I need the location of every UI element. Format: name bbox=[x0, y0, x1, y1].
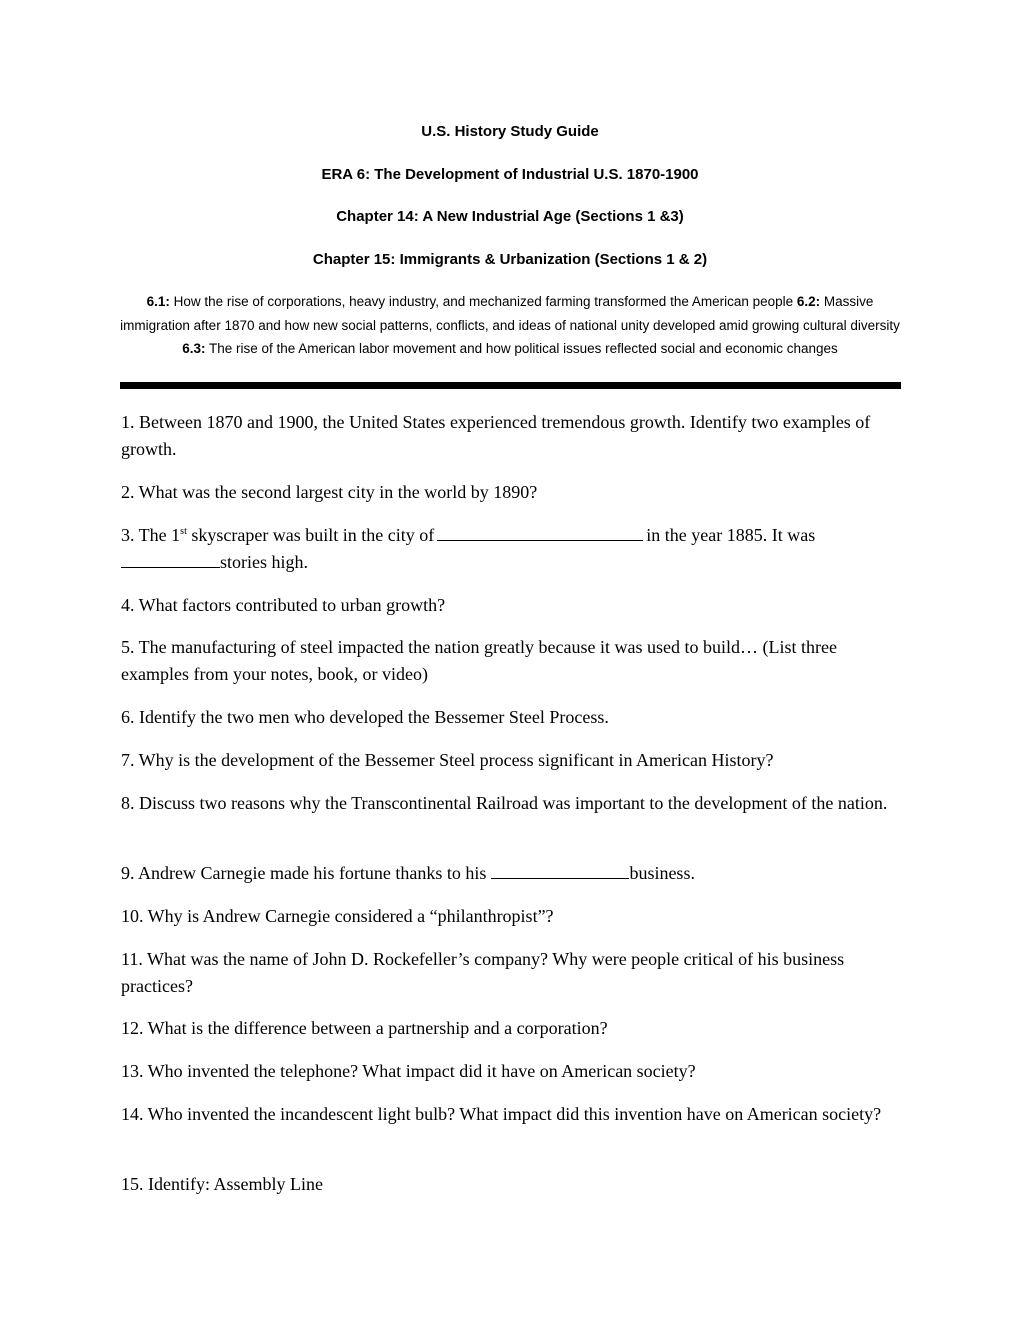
city-answer-blank[interactable] bbox=[437, 525, 643, 541]
document-title: U.S. History Study Guide bbox=[421, 123, 599, 140]
question-15: 15. Identify: Assembly Line bbox=[121, 1174, 323, 1194]
question-7: 7. Why is the development of the Bessemer Steel process significant in American History? bbox=[121, 750, 774, 770]
standard-6-3-label: 6.3: bbox=[182, 341, 206, 356]
question-3-end: stories high. bbox=[220, 551, 308, 572]
question-13: 13. Who invented the telephone? What impact did it have on American society? bbox=[121, 1061, 696, 1081]
question-3-superscript: st bbox=[180, 526, 187, 537]
section-divider bbox=[120, 382, 901, 389]
question-2: 2. What was the second largest city in the world by 1890? bbox=[121, 482, 538, 502]
question-12: 12. What is the difference between a partnership and a corporation? bbox=[121, 1018, 608, 1038]
question-3-middle: skyscraper was built in the city of bbox=[186, 525, 435, 545]
question-8: 8. Discuss two reasons why the Transcontinental Railroad was important to the development of the nation. bbox=[121, 793, 888, 813]
chapter-15-heading: Chapter 15: Immigrants & Urbanization (Sections 1 & 2) bbox=[312, 251, 708, 268]
question-9 bbox=[121, 860, 901, 887]
question-3-after-blank: in the year 1885. It was bbox=[646, 525, 816, 545]
question-14: 14. Who invented the incandescent light bulb? What impact did this invention have on American society? bbox=[121, 1104, 882, 1124]
question-5: 5. The manufacturing of steel impacted the nation greatly because it was used to build… (List three examples from your notes, book, or video) bbox=[121, 637, 837, 684]
question-9-prefix: 9. Andrew Carnegie made his fortune thanks to his bbox=[121, 863, 487, 883]
standard-6-2-label: 6.2: bbox=[796, 294, 821, 309]
standard-6-2-text: Massive immigration after 1870 and how new social patterns, conflicts, and ideas of national unity developed amid growing cultural diversity bbox=[120, 294, 900, 333]
question-11: 11. What was the name of John D. Rockefeller’s company? Why were people critical of his business practices? bbox=[121, 949, 845, 996]
standards-paragraph bbox=[112, 290, 908, 361]
question-4: 4. What factors contributed to urban growth? bbox=[121, 595, 446, 615]
business-answer-blank[interactable] bbox=[491, 863, 629, 879]
standard-6-1-text: How the rise of corporations, heavy industry, and mechanized farming transformed the American people bbox=[169, 294, 797, 309]
question-3 bbox=[121, 522, 901, 575]
question-1: 1. Between 1870 and 1900, the United States experienced tremendous growth. Identify two examples of growth. bbox=[121, 412, 871, 459]
question-3-prefix: 3. The 1 bbox=[121, 525, 181, 545]
question-6: 6. Identify the two men who developed the Bessemer Steel Process. bbox=[121, 707, 609, 727]
question-9-end: business. bbox=[629, 863, 695, 883]
chapter-14-heading: Chapter 14: A New Industrial Age (Sections 1 &3) bbox=[336, 208, 684, 225]
question-10: 10. Why is Andrew Carnegie considered a “philanthropist”? bbox=[121, 906, 554, 926]
era-heading: ERA 6: The Development of Industrial U.S. 1870-1900 bbox=[321, 166, 699, 183]
standard-6-1-label: 6.1: bbox=[146, 294, 170, 309]
standard-6-3-text: The rise of the American labor movement and how political issues reflected social and economic changes bbox=[205, 341, 838, 356]
stories-answer-blank[interactable] bbox=[121, 552, 220, 568]
